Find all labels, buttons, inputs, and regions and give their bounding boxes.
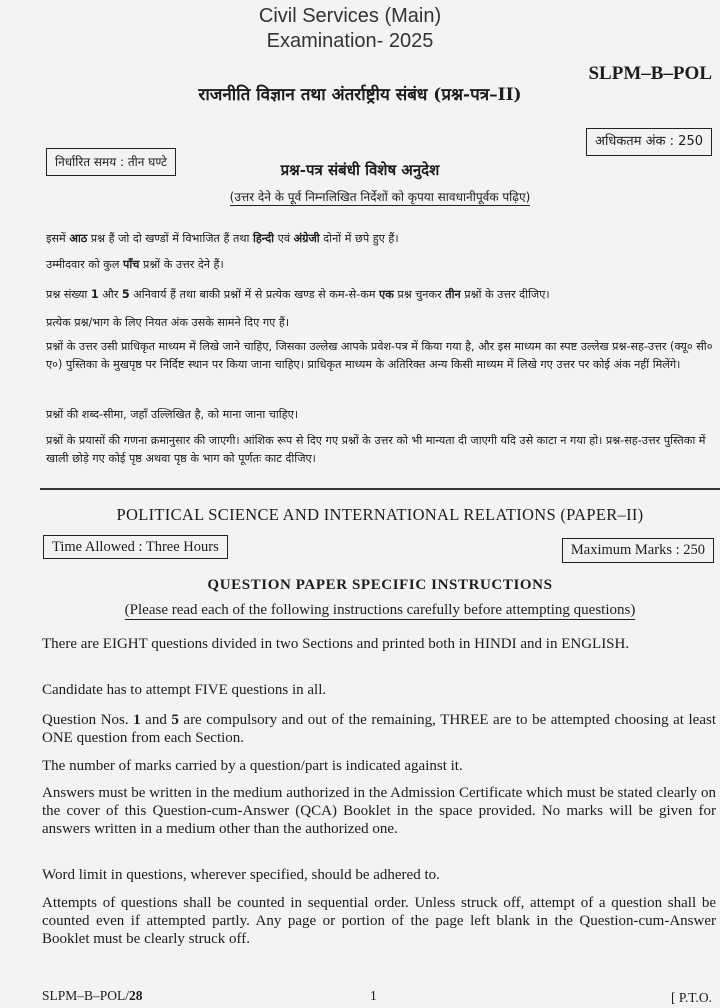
english-instruction-2: Candidate has to attempt FIVE questions in all. (42, 682, 327, 698)
english-maximum-marks-box: Maximum Marks : 250 (562, 538, 714, 563)
exam-stamp-line1: Civil Services (Main) (258, 5, 442, 27)
english-instruction-5: Answers must be written in the medium authorized in the Admission Certificate which must be stated clearly on the cover of this Question-cum-Answer (QCA) Booklet in the space provided. No marks will be given for answers written in a medium other than the authorized one. (42, 785, 716, 837)
english-paper-title: POLITICAL SCIENCE AND INTERNATIONAL RELATIONS (PAPER–II) (116, 505, 644, 524)
hindi-maximum-marks-box: अधिकतम अंक : 250 (586, 128, 712, 156)
hindi-instruction-6: प्रश्नों की शब्द-सीमा, जहाँ उल्लिखित है, को माना जाना चाहिए। (46, 408, 299, 421)
english-instruction-6: Word limit in questions, wherever specified, should be adhered to. (42, 867, 440, 883)
english-read-note: (Please read each of the following instructions carefully before attempting questions) (124, 602, 636, 618)
english-instruction-4: The number of marks carried by a question/part is indicated against it. (42, 758, 463, 774)
english-instructions-heading: QUESTION PAPER SPECIFIC INSTRUCTIONS (207, 577, 553, 593)
section-divider (40, 488, 720, 490)
hindi-instruction-4: प्रत्येक प्रश्न/भाग के लिए नियत अंक उसके सामने दिए गए हैं। (46, 316, 290, 329)
hindi-instruction-3: प्रश्न संख्या 1 और 5 अनिवार्य हैं तथा बाकी प्रश्नों में से प्रत्येक खण्ड से कम-से-कम एक प्रश्न चुनकर तीन प्रश्नों के उत्तर दीजिए। (46, 288, 550, 301)
english-instruction-1: There are EIGHT questions divided in two Sections and printed both in HINDI and in ENGLISH. (42, 636, 630, 652)
english-time-allowed-box: Time Allowed : Three Hours (43, 535, 228, 559)
hindi-instruction-5: प्रश्नों के उत्तर उसी प्राधिकृत माध्यम में लिखे जाने चाहिए, जिसका उल्लेख आपके प्रवेश-पत्र में किया गया है, और इस माध्यम का स्पष्ट उल्लेख प्रश्न-सह-उत्तर (क्यू० सी० ए०) पुस्तिका के मुखपृष्ठ पर निर्दिष्ट स्थान पर किया जाना चाहिए। प्राधिकृत माध्यम के अतिरिक्त अन्य किसी माध्यम में लिखे गए उत्तर पर कोई अंक नहीं मिलेंगे। (46, 340, 713, 371)
exam-stamp-line2: Examination- 2025 (266, 30, 434, 52)
hindi-instructions-heading: प्रश्न-पत्र संबंधी विशेष अनुदेश (280, 161, 440, 179)
hindi-instruction-1: इसमें आठ प्रश्न हैं जो दो खण्डों में विभाजित हैं तथा हिन्दी एवं अंग्रेजी दोनों में छपे हुए हैं। (46, 232, 399, 245)
hindi-read-note: (उत्तर देने के पूर्व निम्नलिखित निर्देशों को कृपया सावधानीपूर्वक पढ़िए) (229, 190, 531, 204)
hindi-instruction-2: उम्मीदवार को कुल पाँच प्रश्नों के उत्तर देने हैं। (46, 258, 224, 271)
english-instruction-3: Question Nos. 1 and 5 are compulsory and out of the remaining, THREE are to be attempted choosing at least ONE question from each Section. (42, 712, 716, 746)
please-turn-over: [ P.T.O. (670, 990, 712, 1005)
hindi-time-allowed-box: निर्धारित समय : तीन घण्टे (46, 148, 176, 176)
footer-paper-code: SLPM–B–POL/28 (42, 988, 143, 1003)
page-number: 1 (370, 988, 377, 1003)
english-instruction-7: Attempts of questions shall be counted in sequential order. Unless struck off, attempt of a question shall be counted even if attempted partly. Any page or portion of the page left blank in the Question-cum-Answer Booklet must be clearly struck off. (42, 895, 716, 947)
hindi-instruction-7: प्रश्नों के प्रयासों की गणना क्रमानुसार की जाएगी। आंशिक रूप से दिए गए प्रश्नों के उत्तर को भी मान्यता दी जाएगी यदि उसे काटा न गया हो। प्रश्न-सह-उत्तर पुस्तिका में खाली छोड़े गए कोई पृष्ठ अथवा पृष्ठ के भाग को पूर्णतः काट दीजिए। (46, 434, 706, 465)
paper-code: SLPM–B–POL (588, 63, 712, 84)
hindi-paper-title: राजनीति विज्ञान तथा अंतर्राष्ट्रीय संबंध (प्रश्न-पत्र–II) (198, 85, 522, 105)
